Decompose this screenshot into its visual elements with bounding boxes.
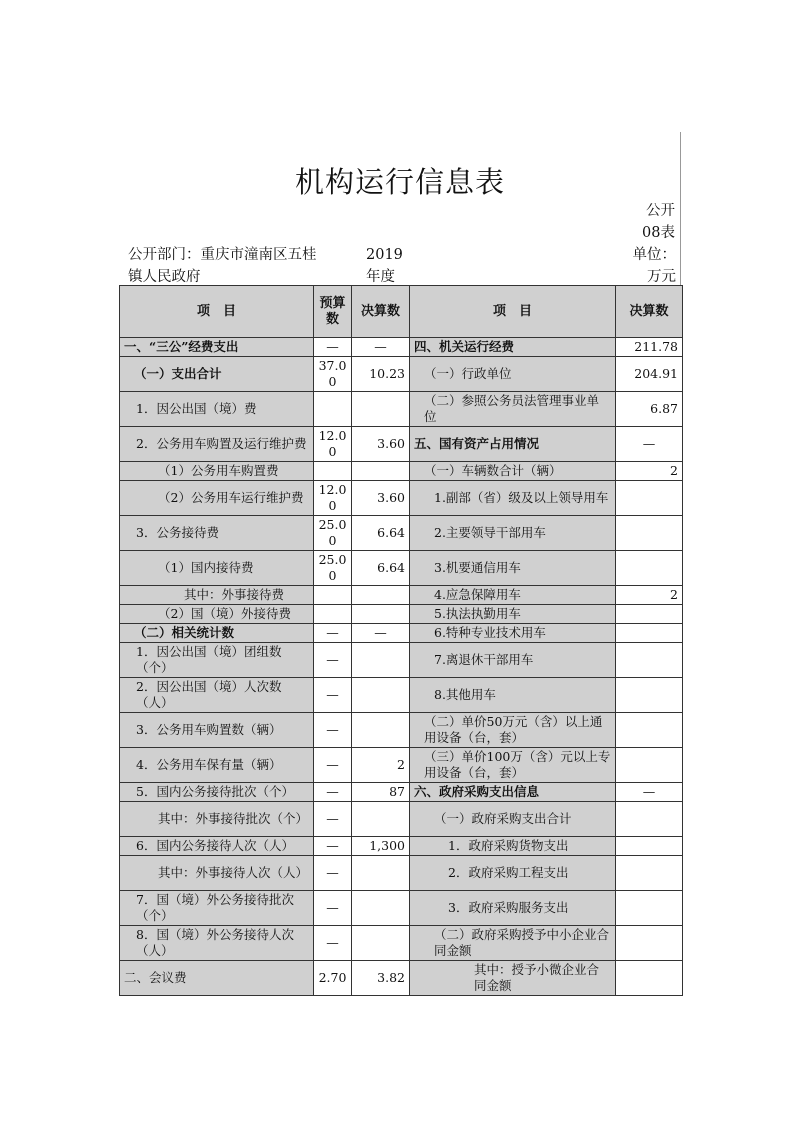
final-cell bbox=[352, 926, 410, 961]
row-label-2: （二）政府采购授予中小企业合同金额 bbox=[410, 926, 616, 961]
budget-cell: — bbox=[314, 713, 352, 748]
budget-cell: — bbox=[314, 624, 352, 643]
budget-cell: — bbox=[314, 926, 352, 961]
row-label-2: 3.机要通信用车 bbox=[410, 551, 616, 586]
table-header-row bbox=[120, 286, 683, 338]
row-label-2: 五、国有资产占用情况 bbox=[410, 427, 616, 462]
col-header-item-2: 项 目 bbox=[410, 286, 616, 338]
final-cell-2 bbox=[616, 748, 683, 783]
final-cell: — bbox=[352, 624, 410, 643]
final-cell: 6.64 bbox=[352, 551, 410, 586]
final-cell-2 bbox=[616, 713, 683, 748]
table-row bbox=[120, 713, 683, 748]
final-cell-2 bbox=[616, 837, 683, 856]
budget-cell: — bbox=[314, 891, 352, 926]
row-label-2: 8.其他用车 bbox=[410, 678, 616, 713]
col-header-final: 决算数 bbox=[352, 286, 410, 338]
budget-cell: — bbox=[314, 837, 352, 856]
final-cell-2 bbox=[616, 481, 683, 516]
final-cell: 1,300 bbox=[352, 837, 410, 856]
row-label-2: （一）行政单位 bbox=[410, 357, 616, 392]
table-row bbox=[120, 551, 683, 586]
final-cell bbox=[352, 643, 410, 678]
final-cell bbox=[352, 891, 410, 926]
final-cell bbox=[352, 802, 410, 837]
final-cell-2 bbox=[616, 551, 683, 586]
col-header-final-2: 决算数 bbox=[616, 286, 683, 338]
table-row bbox=[120, 748, 683, 783]
row-label-2: 1．政府采购货物支出 bbox=[410, 837, 616, 856]
table-row bbox=[120, 837, 683, 856]
row-label: 3．公务用车购置数（辆） bbox=[120, 713, 314, 748]
budget-cell: 12.00 bbox=[314, 427, 352, 462]
row-label: 6．国内公务接待人次（人） bbox=[120, 837, 314, 856]
budget-cell bbox=[314, 586, 352, 605]
final-cell-2: 2 bbox=[616, 586, 683, 605]
budget-cell: 37.00 bbox=[314, 357, 352, 392]
budget-cell bbox=[314, 392, 352, 427]
budget-cell bbox=[314, 605, 352, 624]
final-cell bbox=[352, 678, 410, 713]
row-label: 1．因公出国（境）团组数（个） bbox=[120, 643, 314, 678]
row-label: （1）国内接待费 bbox=[120, 551, 314, 586]
budget-cell: — bbox=[314, 338, 352, 357]
row-label: （2）国（境）外接待费 bbox=[120, 605, 314, 624]
table-row bbox=[120, 802, 683, 837]
row-label-2: （二）参照公务员法管理事业单位 bbox=[410, 392, 616, 427]
table-row bbox=[120, 678, 683, 713]
row-label: （二）相关统计数 bbox=[120, 624, 314, 643]
table-row bbox=[120, 643, 683, 678]
row-label: 其中：外事接待批次（个） bbox=[120, 802, 314, 837]
row-label: （2）公务用车运行维护费 bbox=[120, 481, 314, 516]
final-cell-2: 2 bbox=[616, 462, 683, 481]
table-row bbox=[120, 891, 683, 926]
table-row bbox=[120, 462, 683, 481]
row-label-2: 2.主要领导干部用车 bbox=[410, 516, 616, 551]
final-cell-2: — bbox=[616, 427, 683, 462]
row-label-2: （三）单价100万（含）元以上专用设备（台，套） bbox=[410, 748, 616, 783]
final-cell: 3.60 bbox=[352, 427, 410, 462]
row-label: 5．国内公务接待批次（个） bbox=[120, 783, 314, 802]
row-label-2: （一）政府采购支出合计 bbox=[410, 802, 616, 837]
final-cell-2 bbox=[616, 516, 683, 551]
final-cell: 2 bbox=[352, 748, 410, 783]
final-cell bbox=[352, 462, 410, 481]
final-cell-2: 6.87 bbox=[616, 392, 683, 427]
budget-cell: — bbox=[314, 856, 352, 891]
col-header-item: 项 目 bbox=[120, 286, 314, 338]
row-label-2: 7.离退休干部用车 bbox=[410, 643, 616, 678]
final-cell-2 bbox=[616, 856, 683, 891]
final-cell-2 bbox=[616, 926, 683, 961]
final-cell-2 bbox=[616, 605, 683, 624]
row-label-2: 四、机关运行经费 bbox=[410, 338, 616, 357]
table-row bbox=[120, 481, 683, 516]
final-cell: — bbox=[352, 338, 410, 357]
budget-cell: — bbox=[314, 643, 352, 678]
row-label: （一）支出合计 bbox=[120, 357, 314, 392]
final-cell bbox=[352, 856, 410, 891]
row-label-2: 6.特种专业技术用车 bbox=[410, 624, 616, 643]
row-label-2: 3．政府采购服务支出 bbox=[410, 891, 616, 926]
table-row bbox=[120, 926, 683, 961]
row-label: （1）公务用车购置费 bbox=[120, 462, 314, 481]
final-cell-2: 211.78 bbox=[616, 338, 683, 357]
budget-cell: — bbox=[314, 783, 352, 802]
row-label: 一、“三公”经费支出 bbox=[120, 338, 314, 357]
year-label: 2019年度 bbox=[366, 247, 403, 285]
row-label-2: 5.执法执勤用车 bbox=[410, 605, 616, 624]
table-row bbox=[120, 427, 683, 462]
final-cell bbox=[352, 392, 410, 427]
final-cell: 3.82 bbox=[352, 961, 410, 996]
row-label: 二、会议费 bbox=[120, 961, 314, 996]
table-row bbox=[120, 961, 683, 996]
row-label-2: 4.应急保障用车 bbox=[410, 586, 616, 605]
final-cell: 3.60 bbox=[352, 481, 410, 516]
row-label: 4．公务用车保有量（辆） bbox=[120, 748, 314, 783]
page-title: 机构运行信息表 bbox=[294, 165, 505, 199]
budget-cell: — bbox=[314, 748, 352, 783]
table-row bbox=[120, 624, 683, 643]
final-cell-2 bbox=[616, 891, 683, 926]
budget-cell: — bbox=[314, 678, 352, 713]
table-row bbox=[120, 605, 683, 624]
budget-cell: 12.00 bbox=[314, 481, 352, 516]
final-cell: 6.64 bbox=[352, 516, 410, 551]
table-row bbox=[120, 586, 683, 605]
row-label: 7．国（境）外公务接待批次（个） bbox=[120, 891, 314, 926]
final-cell bbox=[352, 605, 410, 624]
row-label: 其中：外事接待费 bbox=[120, 586, 314, 605]
department-label: 公开部门：重庆市潼南区五桂镇人民政府 bbox=[128, 247, 317, 285]
row-label-2: 1.副部（省）级及以上领导用车 bbox=[410, 481, 616, 516]
final-cell-2 bbox=[616, 961, 683, 996]
row-label: 2．公务用车购置及运行维护费 bbox=[120, 427, 314, 462]
budget-cell: 2.70 bbox=[314, 961, 352, 996]
budget-cell: 25.00 bbox=[314, 516, 352, 551]
budget-cell: 25.00 bbox=[314, 551, 352, 586]
row-label: 2．因公出国（境）人次数（人） bbox=[120, 678, 314, 713]
table-row bbox=[120, 516, 683, 551]
row-label: 1．因公出国（境）费 bbox=[120, 392, 314, 427]
table-row bbox=[120, 783, 683, 802]
table-row bbox=[120, 338, 683, 357]
final-cell: 10.23 bbox=[352, 357, 410, 392]
row-label: 其中：外事接待人次（人） bbox=[120, 856, 314, 891]
row-label-2: （一）车辆数合计（辆） bbox=[410, 462, 616, 481]
row-label-2: 六、政府采购支出信息 bbox=[410, 783, 616, 802]
page-edge-line bbox=[680, 132, 681, 292]
row-label: 8．国（境）外公务接待人次（人） bbox=[120, 926, 314, 961]
row-label-2: （二）单价50万元（含）以上通用设备（台，套） bbox=[410, 713, 616, 748]
final-cell-2: — bbox=[616, 783, 683, 802]
final-cell-2 bbox=[616, 624, 683, 643]
final-cell-2 bbox=[616, 678, 683, 713]
final-cell: 87 bbox=[352, 783, 410, 802]
final-cell bbox=[352, 713, 410, 748]
final-cell bbox=[352, 586, 410, 605]
table-code: 公开08表 bbox=[642, 203, 675, 241]
col-header-budget: 预算数 bbox=[314, 286, 352, 338]
row-label: 3．公务接待费 bbox=[120, 516, 314, 551]
table-row bbox=[120, 357, 683, 392]
budget-cell: — bbox=[314, 802, 352, 837]
table-row bbox=[120, 392, 683, 427]
table-row bbox=[120, 856, 683, 891]
unit-label: 单位：万元 bbox=[632, 247, 676, 285]
operation-info-table bbox=[119, 285, 683, 996]
budget-cell bbox=[314, 462, 352, 481]
row-label-2: 2．政府采购工程支出 bbox=[410, 856, 616, 891]
final-cell-2: 204.91 bbox=[616, 357, 683, 392]
final-cell-2 bbox=[616, 802, 683, 837]
row-label-2: 其中：授予小微企业合同金额 bbox=[410, 961, 616, 996]
final-cell-2 bbox=[616, 643, 683, 678]
